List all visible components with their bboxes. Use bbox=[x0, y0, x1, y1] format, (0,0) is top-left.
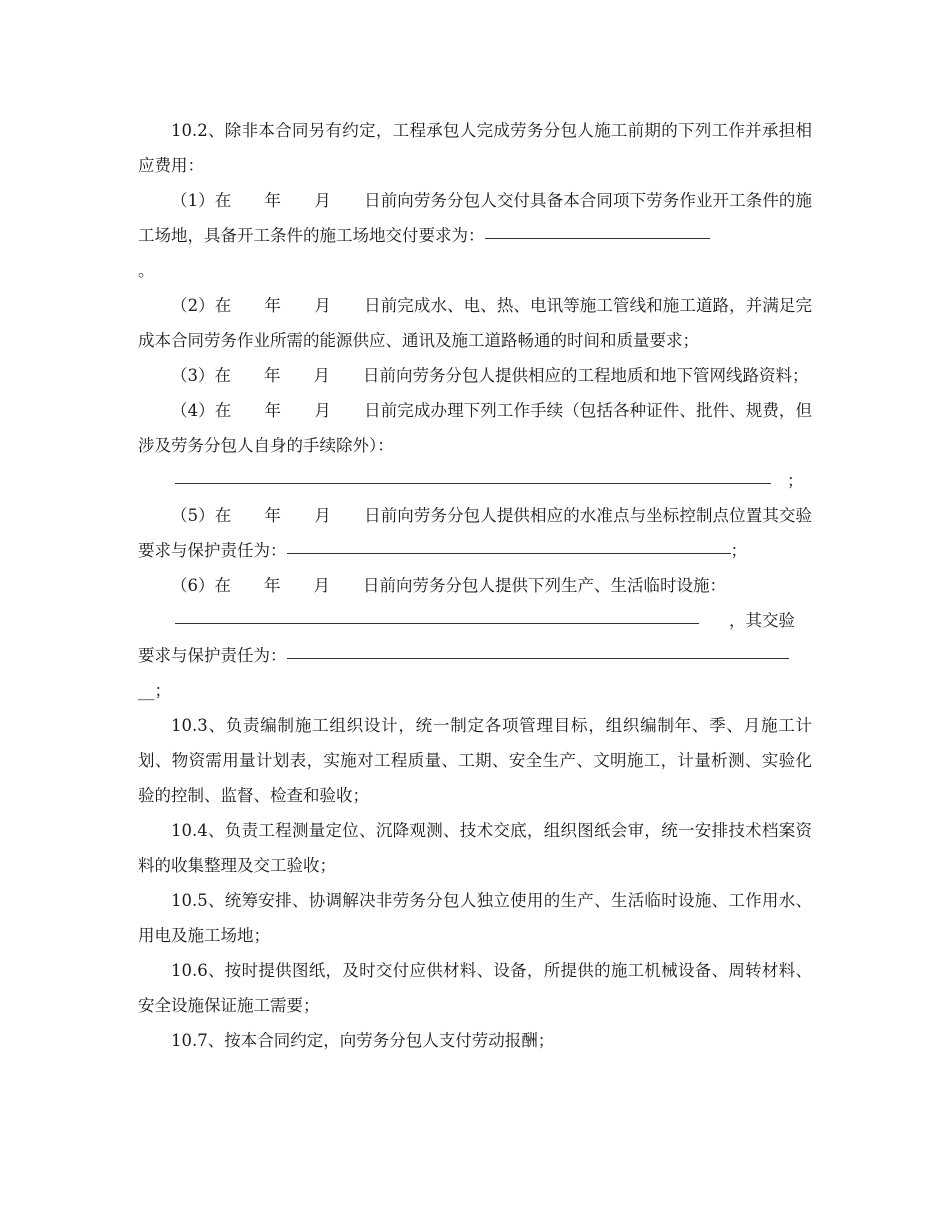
clause-10-2-item-4: （4）在 年 月 日前完成办理下列工作手续（包括各种证件、批件、规费，但涉及劳务分包人自身的手续除外）： bbox=[138, 401, 812, 455]
item-4-blank-line bbox=[138, 463, 812, 498]
item-4-end: ； bbox=[787, 471, 804, 490]
clause-10-2: 10.2、除非本合同另有约定，工程承包人完成劳务分包人施工前期的下列工作并承担相应费用： bbox=[138, 121, 812, 175]
clause-10-4: 10.4、负责工程测量定位、沉降观测、技术交底，组织图纸会审，统一安排技术档案资料的收集整理及交工验收； bbox=[138, 821, 812, 875]
item-5-end: ； bbox=[730, 541, 747, 560]
clause-10-5: 10.5、统筹安排、协调解决非劳务分包人独立使用的生产、生活临时设施、工作用水、用电及施工场地； bbox=[138, 891, 812, 945]
clause-10-3: 10.3、负责编制施工组织设计，统一制定各项管理目标，组织编制年、季、月施工计划、物资需用量计划表，实施对工程质量、工期、安全生产、文明施工，计量析测、实验化验的控制、监督、检查和验收； bbox=[138, 716, 812, 805]
clause-10-7: 10.7、按本合同约定，向劳务分包人支付劳动报酬； bbox=[171, 1031, 555, 1050]
clause-10-2-item-1 bbox=[138, 183, 812, 253]
item-6-blank-2 bbox=[287, 657, 789, 659]
clause-10-6: 10.6、按时提供图纸，及时交付应供材料、设备，所提供的施工机械设备、周转材料、安全设施保证施工需要； bbox=[138, 961, 812, 1015]
item-1-end: 。 bbox=[138, 261, 155, 280]
item-5-blank bbox=[287, 552, 731, 554]
item-1-blank bbox=[485, 237, 710, 239]
clause-10-2-item-5 bbox=[138, 498, 812, 568]
item-6-requirement-line bbox=[138, 638, 812, 673]
item-1-text: （1）在 年 月 日前向劳务分包人交付具备本合同项下劳务作业开工条件的施工场地，具备开工条件的施工场地交付要求为： bbox=[138, 191, 812, 245]
item-6-end: __； bbox=[138, 681, 171, 700]
item-6-blank-1 bbox=[175, 622, 699, 624]
clause-10-2-item-6: （6）在 年 月 日前向劳务分包人提供下列生产、生活临时设施： bbox=[171, 576, 726, 595]
item-6-blank-line bbox=[138, 603, 812, 638]
item-4-blank bbox=[175, 482, 771, 484]
clause-10-2-item-2: （2）在 年 月 日前完成水、电、热、电讯等施工管线和施工道路，并满足完成本合同劳务作业所需的能源供应、通讯及施工道路畅通的时间和质量要求； bbox=[138, 296, 812, 350]
item-6-continued: ，其交验 bbox=[729, 611, 795, 630]
clause-10-2-item-3: （3）在 年 月 日前向劳务分包人提供相应的工程地质和地下管网线路资料； bbox=[171, 366, 809, 385]
document-body bbox=[138, 113, 812, 1058]
item-6-requirement: 要求与保护责任为： bbox=[138, 646, 287, 665]
item-5-text: （5）在 年 月 日前向劳务分包人提供相应的水准点与坐标控制点位置其交验要求与保护责任为： bbox=[138, 506, 812, 560]
